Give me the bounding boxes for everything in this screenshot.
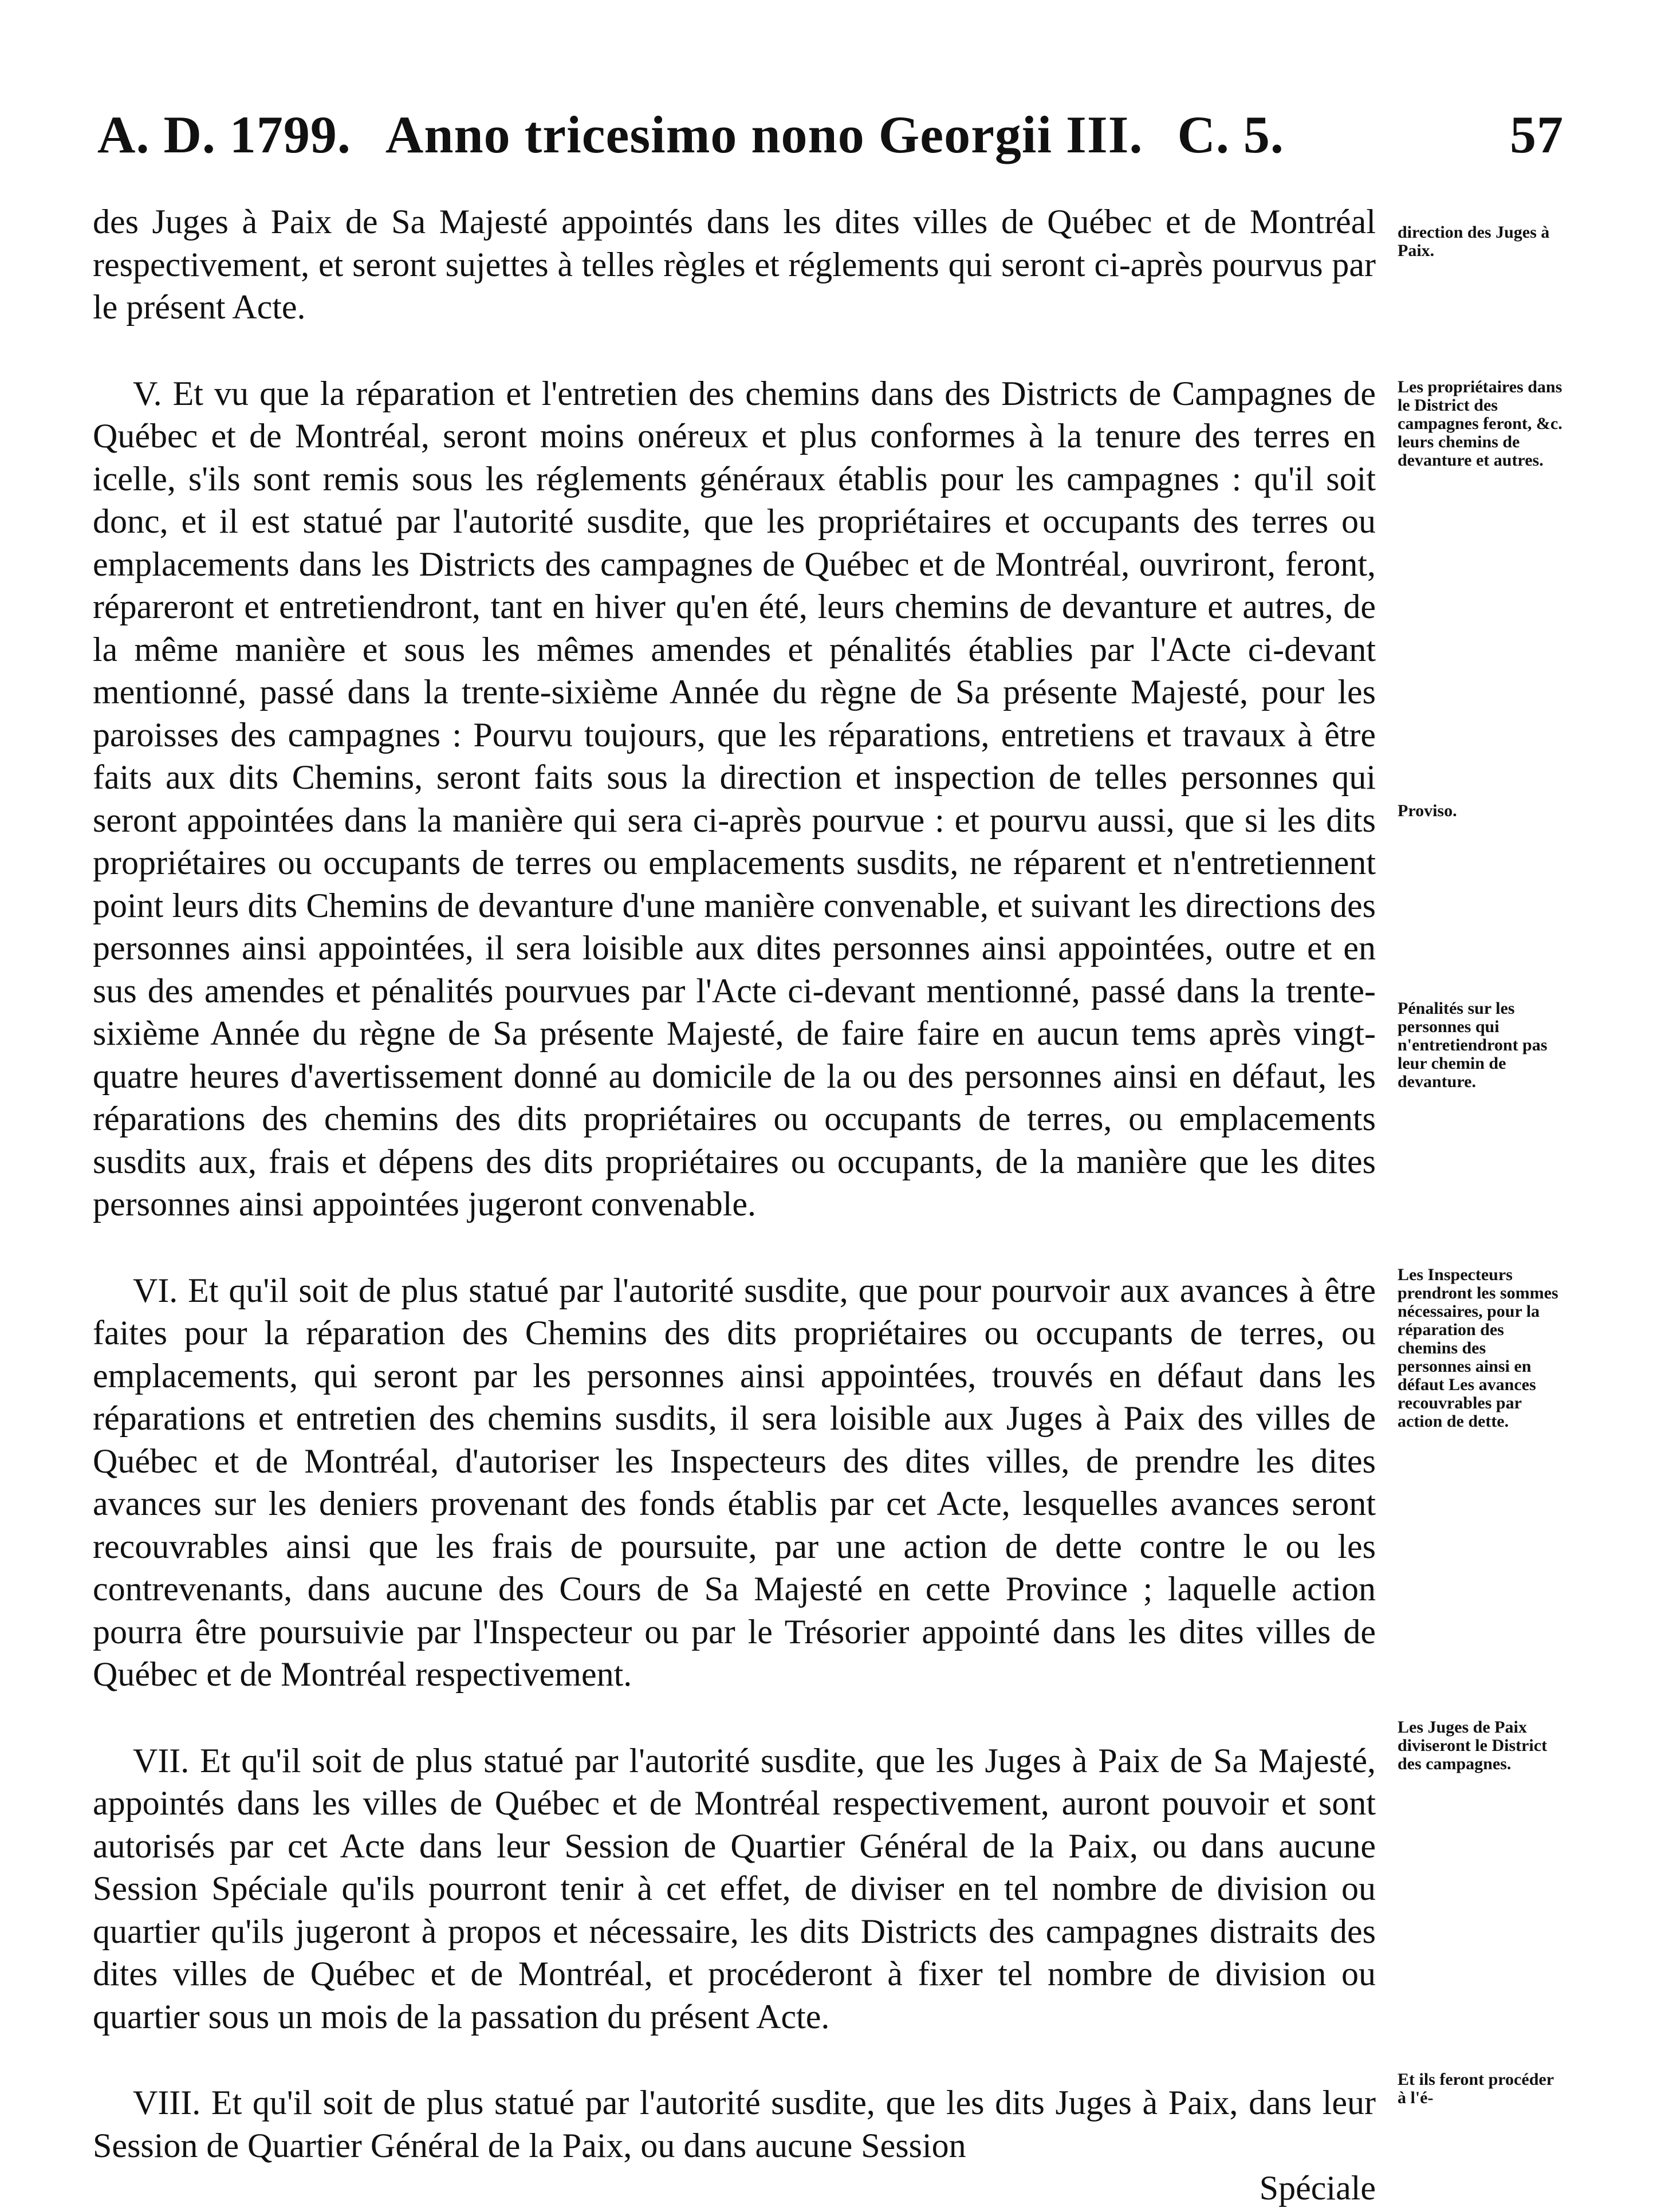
paragraph-intro: des Juges à Paix de Sa Majesté appointés dans les dites villes de Québec et de Montréal respectivement, et seront sujettes à telles règles et réglements qui seront ci-après pourvus par le présent Acte.: [93, 203, 1376, 326]
sidenote-proviso: Proviso.: [1398, 801, 1457, 820]
header-title: Anno tricesimo nono Georgii III.: [385, 105, 1143, 164]
running-header: [97, 97, 1564, 172]
header-left-group: [97, 104, 1284, 165]
sidenote-inspecteurs: Les Inspecteurs prendront les sommes nécessaires, pour la réparation des chemins des personnes ainsi en défaut Les avances recouvrables par action de dette.: [1398, 1265, 1558, 1431]
paragraph-section-viii: VIII. Et qu'il soit de plus statué par l'autorité susdite, que les dits Juges à Paix, dans leur Session de Quartier Général de la Paix, ou dans aucune Session: [93, 2084, 1376, 2164]
paragraph-section-vi: VI. Et qu'il soit de plus statué par l'autorité susdite, que pour pourvoir aux avances à être faites pour la réparation des Chemins des dits propriétaires ou occupants de terres, ou emplacements, qui seront par les personnes ainsi appointées, trouvés en défaut dans les réparations et entretien des chemins susdits, il sera loisible aux Juges à Paix des villes de Québec et de Montréal, d'autoriser les Inspecteurs des dites villes, de prendre les dites avances sur les deniers provenant des fonds établis par cet Acte, lesquelles avances seront recouvrables ainsi que les frais de poursuite, par une action de dette contre le ou les contrevenants, dans aucune des Cours de Sa Majesté en cette Province ; laquelle action pourra être poursuivie par l'Inspecteur ou par le Trésorier appointé dans les dites villes de Québec et de Montréal respectivement.: [93, 1271, 1376, 1693]
catchword: Spéciale: [1259, 2169, 1376, 2207]
sidenote-juges-direction: direction des Juges à Paix.: [1398, 223, 1550, 260]
sidenote-proprietaires: Les propriétaires dans le District des campagnes feront, &c. leurs chemins de devanture et autres.: [1398, 377, 1563, 470]
sidenote-feront-proceder: Et ils feront procéder à l'é-: [1398, 2070, 1554, 2107]
header-chapter: C. 5.: [1177, 105, 1284, 164]
sidenote-penalites: Pénalités sur les personnes qui n'entretiendront pas leur chemin de devanture.: [1398, 999, 1548, 1091]
header-year: A. D. 1799.: [97, 105, 351, 164]
main-text-column: [93, 200, 1376, 2210]
paragraph-section-v: V. Et vu que la réparation et l'entretien des chemins dans des Districts de Campagnes de Québec et de Montréal, seront moins onéreux et plus conformes à la tenure des terres en icelle, s'ils sont remis sous les réglements généraux établis pour les campagnes : qu'il soit donc, et il est statué par l'autorité susdite, que les propriétaires et occupants des terres ou emplacements dans les Districts des campagnes de Québec et de Montréal, ouvriront, feront, répareront et entretiendront, tant en hiver qu'en été, leurs chemins de devanture et autres, de la même manière et sous les mêmes amendes et pénalités établies par l'Acte ci-devant mentionné, passé dans la trente-sixième Année du règne de Sa présente Majesté, pour les paroisses des campagnes : Pourvu toujours, que les réparations, entretiens et travaux à être faits aux dits Chemins, seront faits sous la direction et inspection de telles personnes qui seront appointées dans la manière qui sera ci-après pourvue : et pourvu aussi, que si les dits propriétaires ou occupants de terres ou emplacements susdits, ne réparent et n'entretiennent point leurs dits Chemins de devanture d'une manière convenable, et suivant les directions des personnes ainsi appointées, il sera loisible aux dites personnes ainsi appointées, outre et en sus des amendes et pénalités pourvues par l'Acte ci-devant mentionné, passé dans la trente-sixième Année du règne de Sa présente Majesté, de faire faire en aucun tems après vingt-quatre heures d'avertissement donné au domicile de la ou des personnes ainsi en défaut, les réparations des chemins des dits propriétaires ou occupants de terres, ou emplacements susdits aux, frais et dépens des dits propriétaires ou occupants, de la manière que les dites personnes ainsi appointées jugeront convenable.: [93, 374, 1376, 1223]
paragraph-section-vii: VII. Et qu'il soit de plus statué par l'autorité susdite, que les Juges à Paix de Sa Majesté, appointés dans les villes de Québec et de Montréal respectivement, auront pouvoir et sont autorisés par cet Acte dans leur Session de Quartier Général de la Paix, ou dans aucune Session Spéciale qu'ils pourront tenir à cet effet, de diviser en tel nombre de division ou quartier qu'ils jugeront à propos et nécessaire, les dits Districts des campagnes distraits des dites villes de Québec et de Montréal, et procéderont à fixer tel nombre de division ou quartier sous un mois de la passation du présent Acte.: [93, 1741, 1376, 2036]
sidenote-juges-diviseront: Les Juges de Paix diviseront le District des campagnes.: [1398, 1718, 1548, 1773]
page-number: 57: [1510, 105, 1564, 164]
